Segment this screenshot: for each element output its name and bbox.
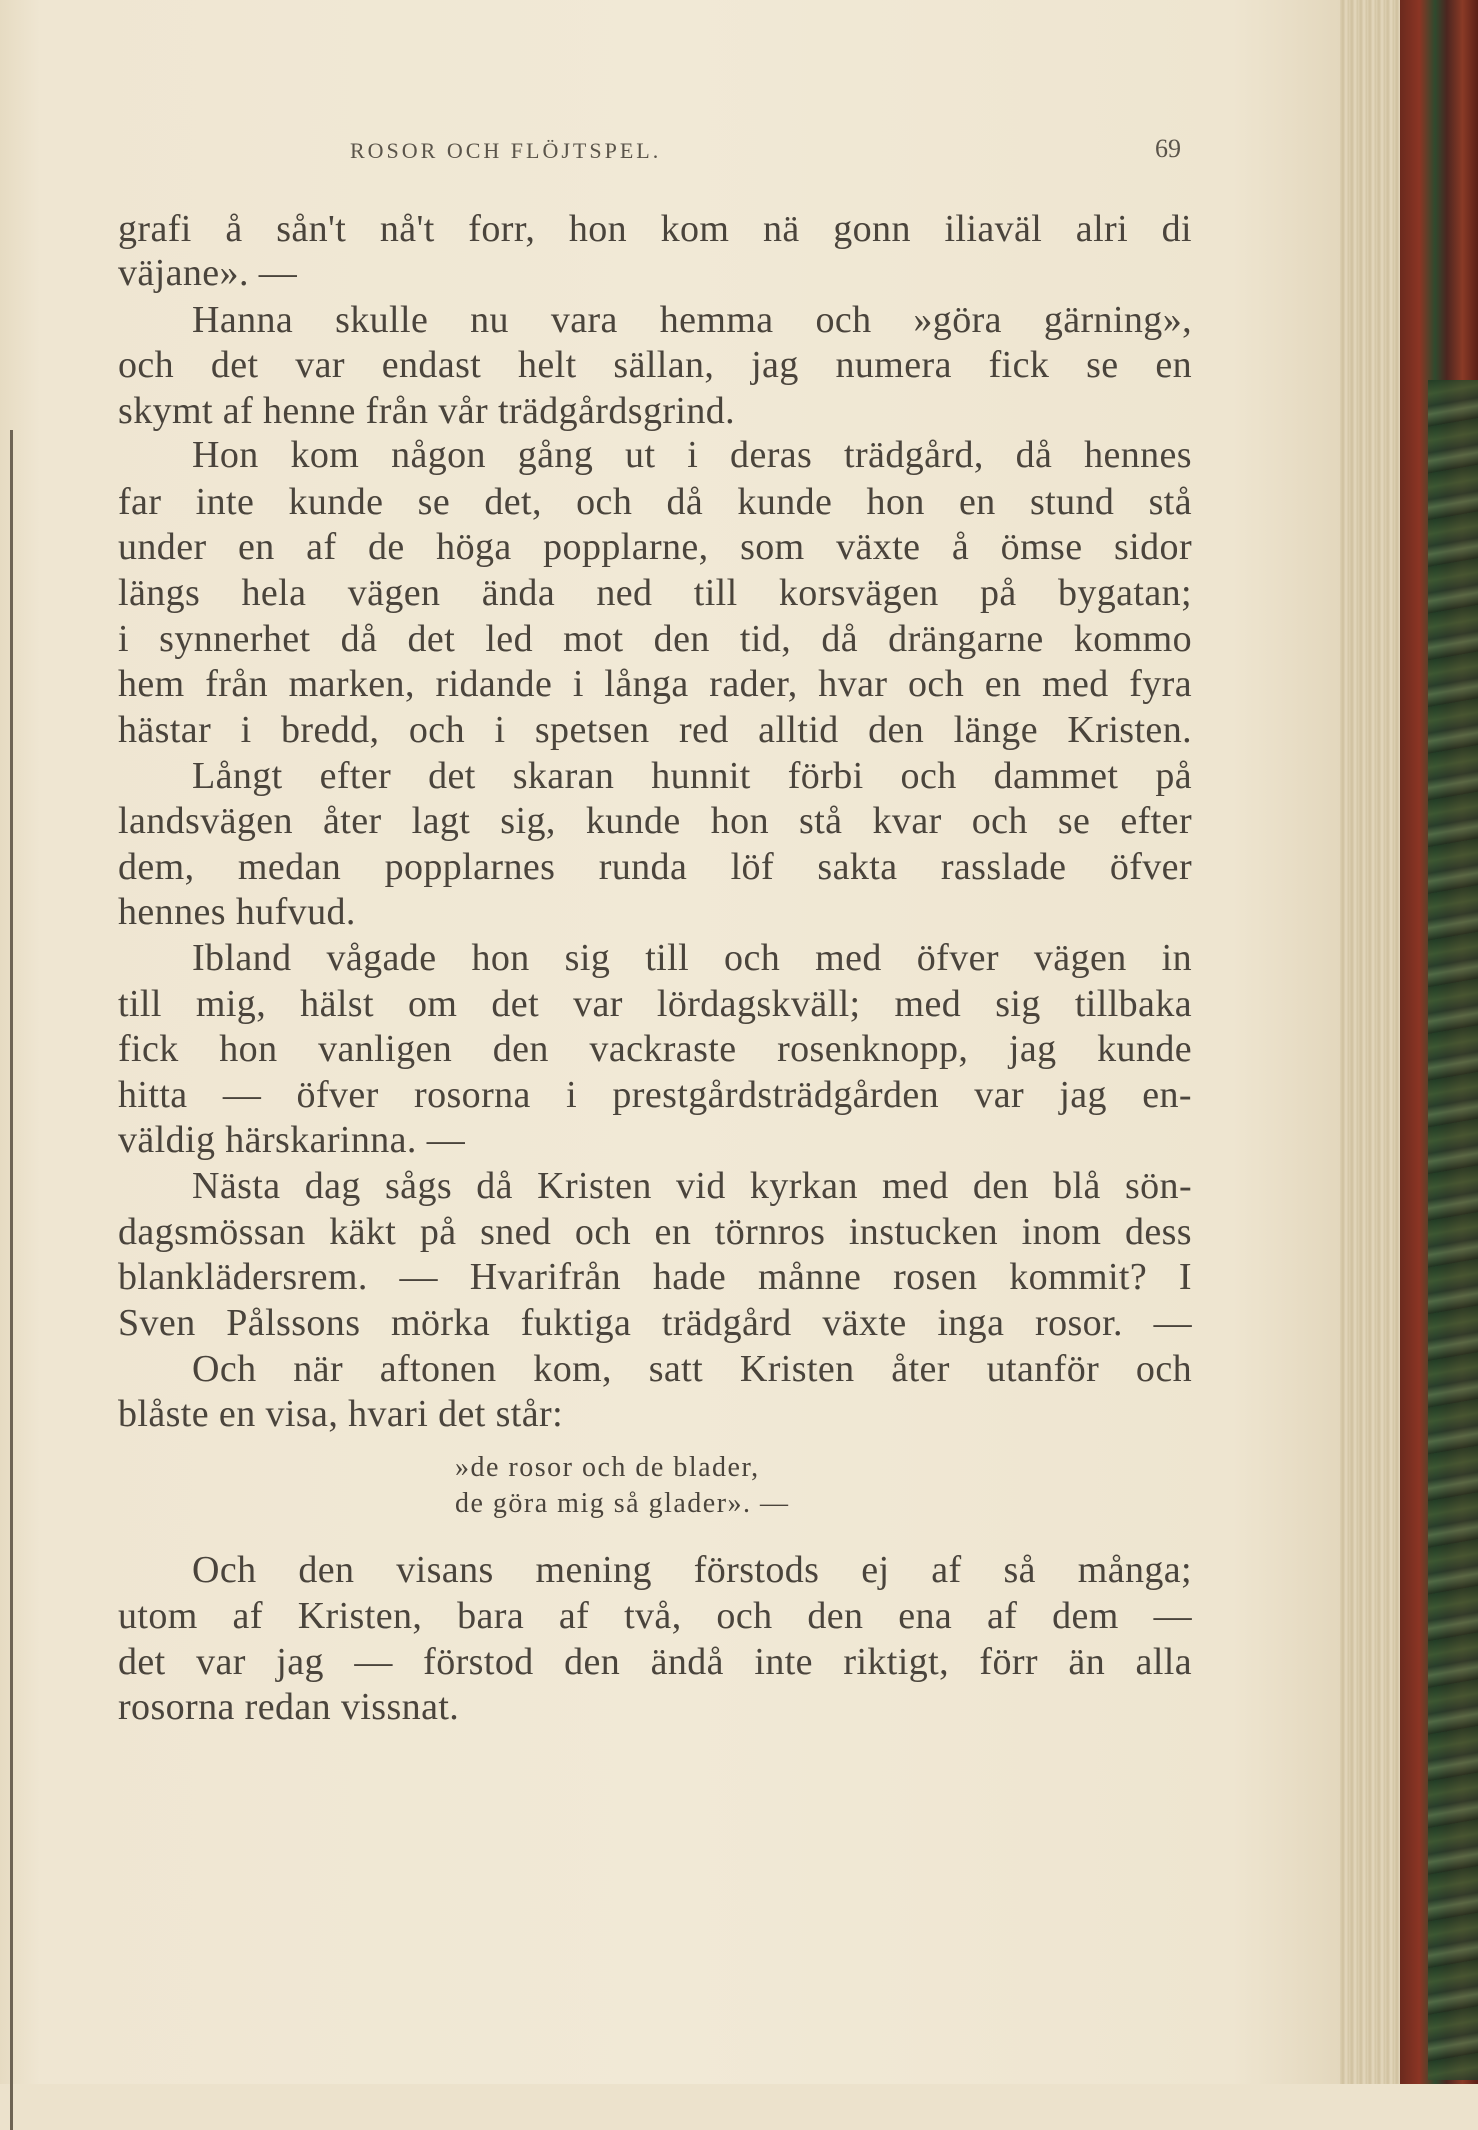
text-line: landsvägen åter lagt sig, kunde hon stå kvar och se efter [118,800,1192,842]
text-line: grafi å sån't nå't forr, hon kom nä gonn iliaväl alri di [118,208,1192,250]
text-line: rosorna redan vissnat. [118,1686,460,1728]
gutter-shadow-line [10,430,13,2130]
text-line: blanklädersrem. — Hvarifrån hade månne rosen kommit? I [118,1256,1192,1298]
page-number: 69 [1155,134,1181,163]
text-line: längs hela vägen ända ned till korsvägen på bygatan; [118,572,1192,614]
text-line: utom af Kristen, bara af två, och den ena af dem — [118,1595,1192,1637]
running-title: ROSOR OCH FLÖJTSPEL. [350,138,662,163]
text-line: skymt af henne från vår trädgårdsgrind. [118,390,736,432]
text-line: Och den visans mening förstods ej af så många; [192,1549,1192,1591]
text-line: Hanna skulle nu vara hemma och »göra gärning», [192,299,1192,341]
text-line: under en af de höga popplarne, som växte å ömse sidor [118,526,1192,568]
text-line: och det var endast helt sällan, jag numera fick se en [118,344,1192,386]
marbled-cover [1428,380,1478,2080]
text-line: fick hon vanligen den vackraste rosenknopp, jag kunde [118,1028,1192,1070]
text-line: dagsmössan käkt på sned och en törnros instucken inom dess [118,1211,1192,1253]
text-line: hem från marken, ridande i långa rader, hvar och en med fyra [118,663,1192,705]
text-line: till mig, hälst om det var lördagskväll; med sig tillbaka [118,983,1192,1025]
text-line: hitta — öfver rosorna i prestgårdsträdgården var jag en- [118,1074,1192,1116]
text-line: blåste en visa, hvari det står: [118,1393,564,1435]
text-line: Hon kom någon gång ut i deras trädgård, då hennes [192,434,1192,476]
text-line: Långt efter det skaran hunnit förbi och dammet på [192,755,1192,797]
text-line: det var jag — förstod den ändå inte riktigt, förr än alla [118,1641,1192,1683]
text-line: väldig härskarinna. — [118,1119,466,1161]
verse-line: »de rosor och de blader, [455,1452,760,1483]
text-line: dem, medan popplarnes runda löf sakta rasslade öfver [118,846,1192,888]
text-line: hästar i bredd, och i spetsen red alltid den länge Kristen. [118,709,1192,751]
page-edges [1340,0,1400,2084]
text-line: väjane». — [118,252,298,294]
verse-line: de göra mig så glader». — [455,1488,790,1519]
text-line: far inte kunde se det, och då kunde hon en stund stå [118,481,1192,523]
text-line: Nästa dag sågs då Kristen vid kyrkan med den blå sön- [192,1165,1192,1207]
text-line: hennes hufvud. [118,891,356,933]
text-line: Sven Pålssons mörka fuktiga trädgård växte inga rosor. — [118,1302,1192,1344]
text-line: i synnerhet då det led mot den tid, då drängarne kommo [118,618,1192,660]
text-line: Och när aftonen kom, satt Kristen åter utanför och [192,1348,1192,1390]
text-line: Ibland vågade hon sig till och med öfver vägen in [192,937,1192,979]
